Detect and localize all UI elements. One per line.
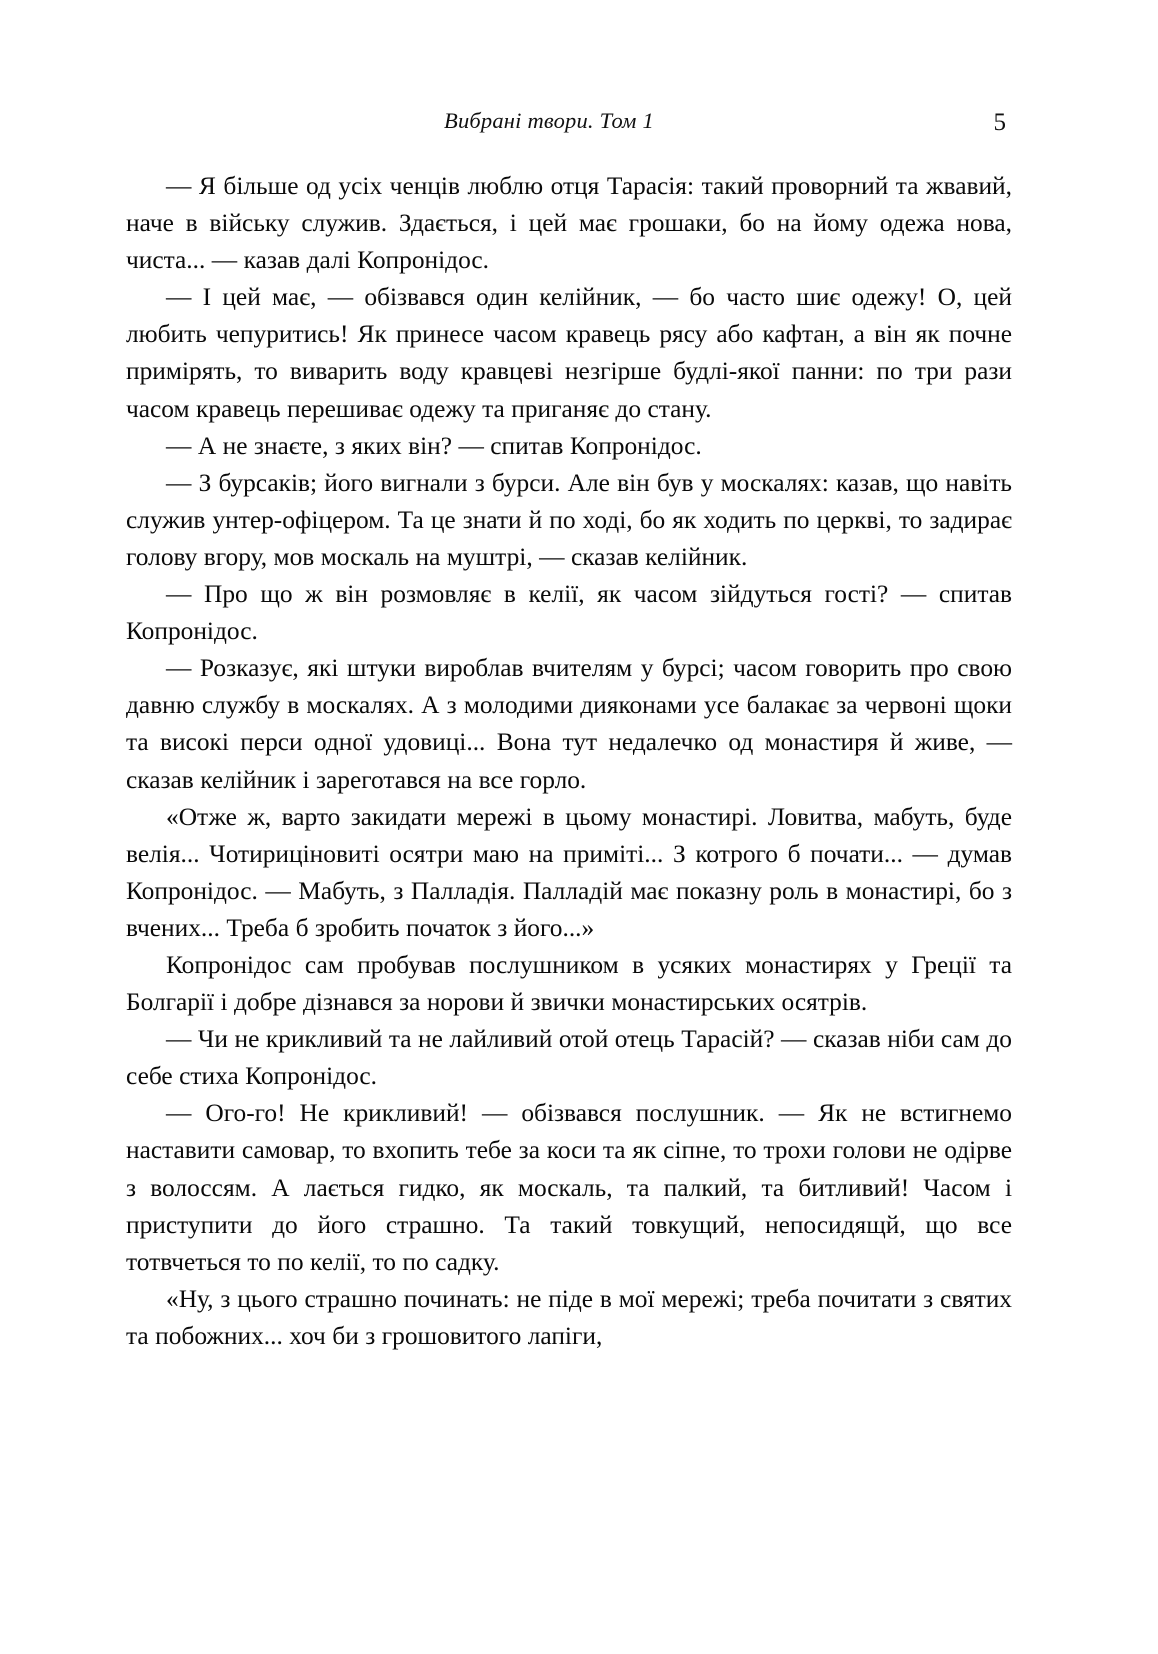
paragraph: Копронідос сам пробував послушником в усяких монастирях у Греції та Болгарії і добре дізнався за норови й звички монастирських осятрів. (126, 950, 1012, 1017)
running-head (126, 108, 1010, 142)
paragraph: — Розказує, які штуки вироблав вчителям у бурсі; часом говорить про свою давню службу в москалях. А з молодими дияконами усе балакає за червоні щоки та високі перси одної удовиці... Вона тут недалечко од монастиря й живе, — сказав келійник і зареготався на все горло. (126, 654, 1012, 794)
paragraph: — Ого-го! Не крикливий! — обізвався послушник. — Як не встигнемо наставити самовар, то вхопить тебе за коси та як сіпне, то трохи голови не одірве з волоссям. А лається гидко, як москаль, та палкий, та битливий! Часом і приступити до його страшно. Та такий товкущий, непосидящй, що все тотвчеться то по келії, то по садку. (126, 1099, 1012, 1276)
paragraph: — Чи не крикливий та не лайливий отой отець Тарасій? — сказав ніби сам до себе стиха Копронідос. (126, 1025, 1012, 1091)
paragraph: «Отже ж, варто закидати мережі в цьому монастирі. Ловитва, мабуть, буде велія... Чотириціновиті осятри маю на приміті... З котрого б почати... — думав Копронідос. — Мабуть, з Палладія. Палладій має показну роль в монастирі, бо з вчених... Треба б зробить початок з його...» (126, 802, 1012, 942)
paragraph: — А не знаєте, з яких він? — спитав Копронідос. (166, 431, 702, 460)
running-head-title: Вибрані твори. Том 1 (444, 108, 654, 133)
paragraph: — Я більше од усіх ченців люблю отця Тарасія: такий проворний та жвавий, наче в війську служив. Здається, і цей має грошаки, бо на йому одежа нова, чиста... — казав далі Копронідос. (126, 172, 1012, 275)
paragraph: «Ну, з цього страшно починать: не піде в мої мережі; треба почитати з святих та побожних... хоч би з грошовитого лапіги, (126, 1284, 1012, 1350)
paragraph: — Про що ж він розмовляє в келії, як часом зійдуться гості? — спитав Копронідос. (126, 580, 1012, 646)
page-number: 5 (993, 109, 1006, 136)
paragraph: — І цей має, — обізвався один келійник, — бо часто шиє одежу! О, цей любить чепуритись! Як принесе часом кравець рясу або кафтан, а він як почне примірять, то виварить воду кравцеві незгірше будлі-якої панни: по три рази часом кравець перешиває одежу та приганяє до стану. (126, 283, 1012, 423)
body-text-block (126, 168, 1012, 1355)
paragraph: — З бурсаків; його вигнали з бурси. Але він був у москалях: казав, що навіть служив унтер-офіцером. Та це знати й по ході, бо як ходить по церкві, то задирає голову вгору, мов москаль на муштрі, — сказав келійник. (126, 468, 1012, 571)
